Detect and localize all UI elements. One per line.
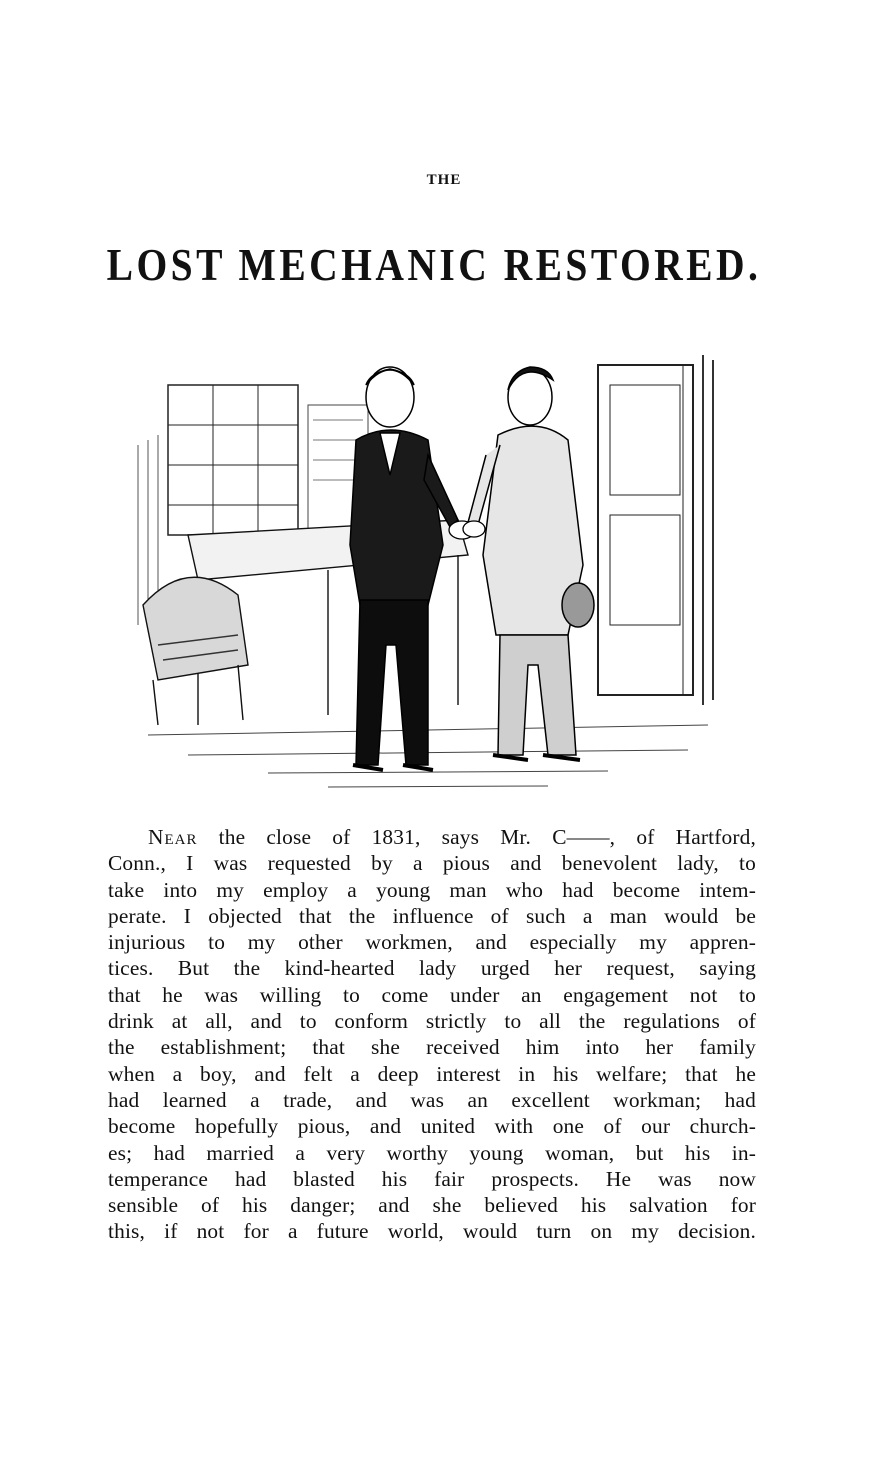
text-line: Conn., I was requested by a pious and benevolent lady, to bbox=[108, 851, 756, 876]
body-paragraph bbox=[108, 824, 756, 1245]
text-line: injurious to my other workmen, and especially my appren- bbox=[108, 930, 756, 955]
text-line: the establishment; that she received him into her family bbox=[108, 1035, 756, 1060]
chapter-title: LOST MECHANIC RESTORED. bbox=[106, 239, 762, 290]
left-man bbox=[350, 367, 458, 770]
pre-title: THE bbox=[426, 172, 462, 188]
text-line: temperance had blasted his fair prospects. He was now bbox=[108, 1166, 756, 1191]
text-line: sensible of his danger; and she believed his salvation for bbox=[108, 1193, 756, 1218]
text-line: this, if not for a future world, would turn on my decision. bbox=[108, 1219, 756, 1244]
dropcap-word: Near bbox=[148, 825, 198, 849]
text-line: take into my employ a young man who had become intem- bbox=[108, 877, 756, 902]
text-line: Near the close of 1831, says Mr. C——, of Hartford, bbox=[148, 825, 757, 849]
text-line: when a boy, and felt a deep interest in his welfare; that he bbox=[108, 1061, 756, 1086]
text-line: drink at all, and to conform strictly to all the regulations of bbox=[108, 1009, 756, 1034]
text-line: become hopefully pious, and united with one of our church- bbox=[108, 1114, 756, 1139]
text-line: had learned a trade, and was an excellent workman; had bbox=[108, 1087, 756, 1112]
engraving-illustration bbox=[128, 345, 728, 805]
text-line: es; had married a very worthy young woman, but his in- bbox=[108, 1140, 756, 1165]
right-man bbox=[466, 367, 594, 760]
text-line: that he was willing to come under an engagement not to bbox=[108, 982, 756, 1007]
text-line: tices. But the kind-hearted lady urged her request, saying bbox=[108, 956, 756, 981]
text-line: perate. I objected that the influence of such a man would be bbox=[108, 903, 756, 928]
clasped-hands bbox=[449, 521, 485, 539]
